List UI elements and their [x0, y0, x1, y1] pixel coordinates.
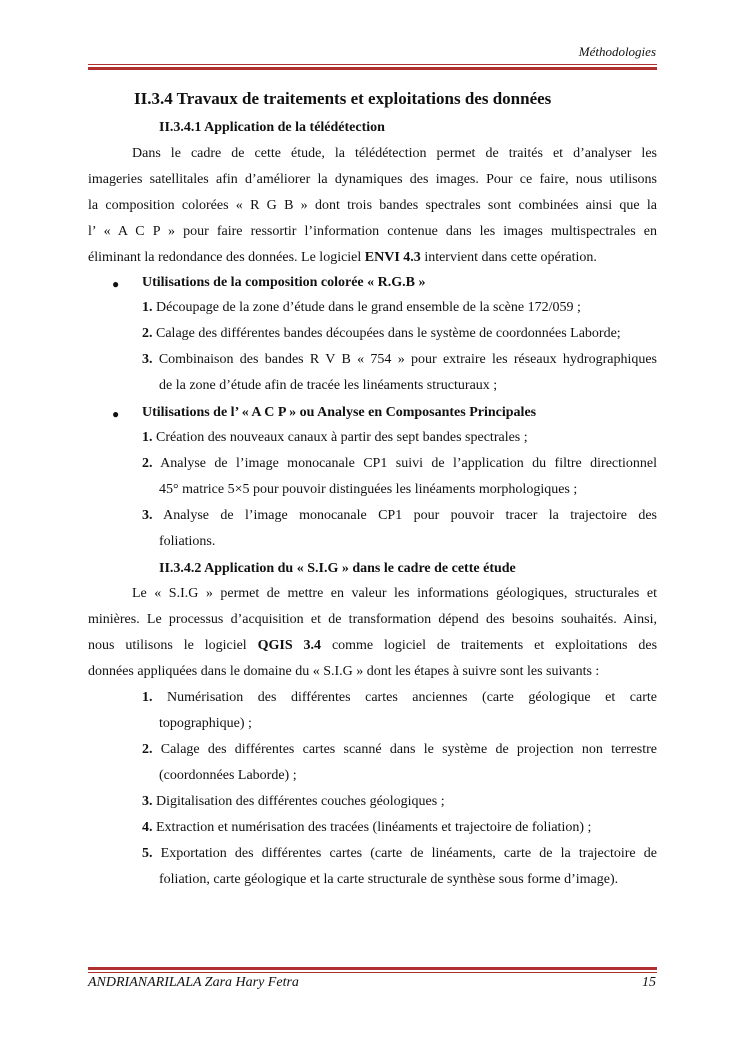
text-line: minières. Le processus d’acquisition et de transformation dépend des besoins souhaités. Ainsi,	[88, 612, 657, 627]
bullet-icon: ●	[112, 277, 120, 291]
list-item: 4. Extraction et numérisation des tracées (linéaments et trajectoire de foliation) ;	[142, 820, 592, 835]
software-name: ENVI 4.3	[364, 250, 421, 265]
section-title: II.3.4 Travaux de traitements et exploitations des données	[134, 89, 552, 108]
text-line: la composition colorées « R G B » dont trois bandes spectrales sont combinées ainsi que la	[88, 198, 657, 213]
text-line: imageries satellitales afin d’améliorer la dynamiques des images. Pour ce faire, nous utilisons	[88, 172, 657, 187]
list-item: 5. Exportation des différentes cartes (carte de linéaments, carte de la trajectoire de foliation, carte géologique et la carte structurale de synthèse sous forme d’image).	[142, 846, 658, 887]
subsection-title-teledetection: II.3.4.1 Application de la télédétection	[159, 120, 385, 135]
list-item: 3. Combinaison des bandes R V B « 754 » pour extraire les réseaux hydrographiques de la zone d’étude afin de tracée les linéaments structuraux ;	[142, 352, 658, 393]
footer-rule-thick	[88, 967, 657, 970]
bullet-title-acp: Utilisations de l’ « A C P » ou Analyse en Composantes Principales	[142, 405, 537, 420]
list-item: 2. Calage des différentes cartes scanné dans le système de projection non terrestre (coordonnées Laborde) ;	[142, 742, 658, 783]
list-item: 1. Découpage de la zone d’étude dans le grand ensemble de la scène 172/059 ;	[142, 300, 581, 315]
bullet-icon: ●	[112, 407, 120, 421]
text-line: Le « S.I.G » permet de mettre en valeur les informations géologiques, structurales et	[132, 586, 657, 601]
running-header: Méthodologies	[578, 44, 656, 59]
list-item: 1. Création des nouveaux canaux à partir des sept bandes spectrales ;	[142, 430, 528, 445]
list-item: 3. Digitalisation des différentes couches géologiques ;	[142, 794, 445, 809]
text-line: nous utilisons le logiciel QGIS 3.4 comme logiciel de traitements et exploitations des	[88, 638, 658, 653]
text-line: éliminant la redondance des données. Le logiciel ENVI 4.3 intervient dans cette opération.	[88, 250, 597, 265]
subsection-title-sig: II.3.4.2 Application du « S.I.G » dans le cadre de cette étude	[159, 561, 516, 576]
list-item: 2. Analyse de l’image monocanale CP1 suivi de l’application du filtre directionnel 45° matrice 5×5 pour pouvoir distinguées les linéaments morphologiques ;	[142, 456, 658, 497]
page-number: 15	[642, 975, 656, 990]
paragraph-sig	[88, 581, 657, 685]
text-line: données appliquées dans le domaine du « S.I.G » dont les étapes à suivre sont les suivants :	[88, 664, 600, 679]
software-name: QGIS 3.4	[257, 638, 322, 653]
footer-rule-thin	[88, 972, 657, 973]
bullet-title-rgb: Utilisations de la composition colorée « R.G.B »	[142, 275, 426, 290]
text-line: Dans le cadre de cette étude, la télédétection permet de traités et d’analyser les	[132, 146, 657, 161]
list-item: 1. Numérisation des différentes cartes anciennes (carte géologique et carte topographique) ;	[142, 690, 658, 731]
header-rule-thin	[88, 64, 657, 65]
paragraph-teledetection	[88, 141, 657, 271]
text-line: l’ « A C P » pour faire ressortir l’information contenue dans les images multispectrales en	[88, 224, 657, 239]
footer-author: ANDRIANARILALA Zara Hary Fetra	[88, 975, 299, 990]
list-item: 3. Analyse de l’image monocanale CP1 pour pouvoir tracer la trajectoire des foliations.	[142, 508, 657, 549]
list-item: 2. Calage des différentes bandes découpées dans le système de coordonnées Laborde;	[142, 326, 621, 341]
header-rule-thick	[88, 67, 657, 70]
